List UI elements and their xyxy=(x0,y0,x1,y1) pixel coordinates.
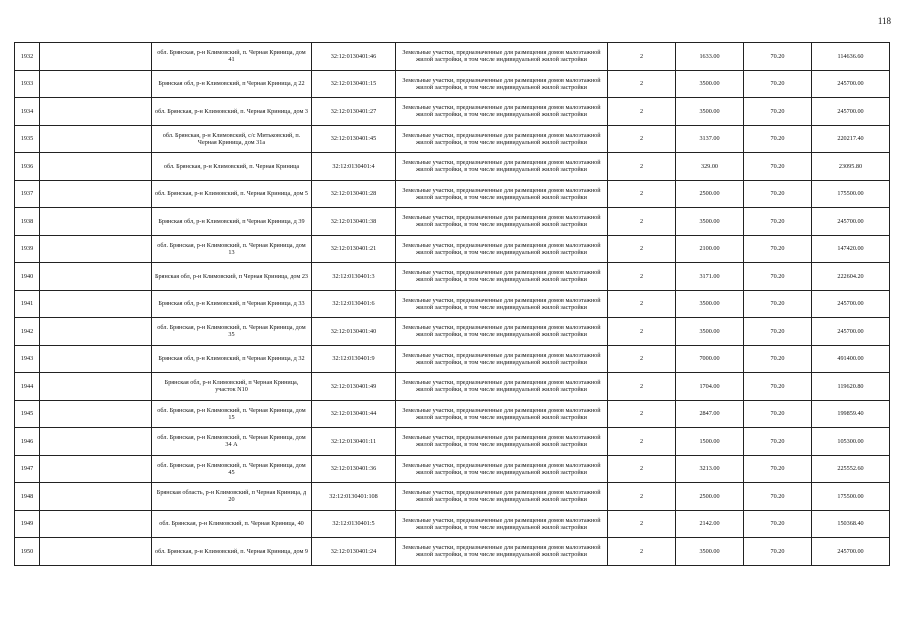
land-use-cell: Земельные участки, предназначенные для размещения домов малоэтажной жилой застройки, в том числе индивидуальной жилой застройки xyxy=(396,125,608,153)
land-use-cell: Земельные участки, предназначенные для размещения домов малоэтажной жилой застройки, в том числе индивидуальной жилой застройки xyxy=(396,318,608,346)
spacer-cell xyxy=(40,400,152,428)
rate-cell: 70.20 xyxy=(744,318,812,346)
cadastral-number-cell: 32:12:0130401:108 xyxy=(312,483,396,511)
table-row xyxy=(15,208,890,236)
table-row xyxy=(15,345,890,373)
area-cell: 2500.00 xyxy=(676,483,744,511)
spacer-cell xyxy=(40,208,152,236)
rate-cell: 70.20 xyxy=(744,538,812,566)
spacer-cell xyxy=(40,510,152,538)
value-cell: 222604.20 xyxy=(812,263,890,291)
area-cell: 329.00 xyxy=(676,153,744,181)
row-number-cell: 1944 xyxy=(15,373,40,401)
land-use-cell: Земельные участки, предназначенные для размещения домов малоэтажной жилой застройки, в том числе индивидуальной жилой застройки xyxy=(396,98,608,126)
rate-cell: 70.20 xyxy=(744,208,812,236)
row-number-cell: 1946 xyxy=(15,428,40,456)
area-cell: 3213.00 xyxy=(676,455,744,483)
value-cell: 147420.00 xyxy=(812,235,890,263)
address-cell: Брянская обл, р-н Климовский, п Черная Криница, участок N10 xyxy=(152,373,312,401)
area-cell: 1704.00 xyxy=(676,373,744,401)
spacer-cell xyxy=(40,455,152,483)
table-row xyxy=(15,510,890,538)
spacer-cell xyxy=(40,153,152,181)
rate-cell: 70.20 xyxy=(744,345,812,373)
spacer-cell xyxy=(40,70,152,98)
table-body xyxy=(15,43,890,566)
cadastral-number-cell: 32:12:0130401:9 xyxy=(312,345,396,373)
row-number-cell: 1940 xyxy=(15,263,40,291)
address-cell: обл. Брянская, р-н Климовский, п. Черная Криница, дом 41 xyxy=(152,43,312,71)
row-number-cell: 1935 xyxy=(15,125,40,153)
table-row xyxy=(15,290,890,318)
rate-cell: 70.20 xyxy=(744,400,812,428)
cadastral-number-cell: 32:12:0130401:45 xyxy=(312,125,396,153)
table-row xyxy=(15,318,890,346)
address-cell: Брянская область, р-н Климовский, п Черная Криница, д 20 xyxy=(152,483,312,511)
rate-cell: 70.20 xyxy=(744,263,812,291)
value-cell: 245700.00 xyxy=(812,70,890,98)
row-number-cell: 1937 xyxy=(15,180,40,208)
spacer-cell xyxy=(40,180,152,208)
category-cell: 2 xyxy=(608,538,676,566)
row-number-cell: 1948 xyxy=(15,483,40,511)
rate-cell: 70.20 xyxy=(744,483,812,511)
cadastral-number-cell: 32:12:0130401:4 xyxy=(312,153,396,181)
value-cell: 23095.80 xyxy=(812,153,890,181)
land-use-cell: Земельные участки, предназначенные для размещения домов малоэтажной жилой застройки, в том числе индивидуальной жилой застройки xyxy=(396,400,608,428)
table-row xyxy=(15,538,890,566)
table-row xyxy=(15,70,890,98)
land-use-cell: Земельные участки, предназначенные для размещения домов малоэтажной жилой застройки, в том числе индивидуальной жилой застройки xyxy=(396,180,608,208)
rate-cell: 70.20 xyxy=(744,373,812,401)
area-cell: 2142.00 xyxy=(676,510,744,538)
row-number-cell: 1945 xyxy=(15,400,40,428)
cadastral-number-cell: 32:12:0130401:40 xyxy=(312,318,396,346)
category-cell: 2 xyxy=(608,43,676,71)
land-use-cell: Земельные участки, предназначенные для размещения домов малоэтажной жилой застройки, в том числе индивидуальной жилой застройки xyxy=(396,345,608,373)
row-number-cell: 1939 xyxy=(15,235,40,263)
category-cell: 2 xyxy=(608,400,676,428)
category-cell: 2 xyxy=(608,98,676,126)
category-cell: 2 xyxy=(608,290,676,318)
table-row xyxy=(15,43,890,71)
spacer-cell xyxy=(40,290,152,318)
cadastral-number-cell: 32:12:0130401:36 xyxy=(312,455,396,483)
value-cell: 220217.40 xyxy=(812,125,890,153)
category-cell: 2 xyxy=(608,208,676,236)
rate-cell: 70.20 xyxy=(744,180,812,208)
spacer-cell xyxy=(40,345,152,373)
row-number-cell: 1936 xyxy=(15,153,40,181)
value-cell: 245700.00 xyxy=(812,98,890,126)
cadastral-number-cell: 32:12:0130401:46 xyxy=(312,43,396,71)
area-cell: 3500.00 xyxy=(676,208,744,236)
area-cell: 2100.00 xyxy=(676,235,744,263)
row-number-cell: 1933 xyxy=(15,70,40,98)
row-number-cell: 1947 xyxy=(15,455,40,483)
value-cell: 245700.00 xyxy=(812,538,890,566)
area-cell: 3171.00 xyxy=(676,263,744,291)
land-use-cell: Земельные участки, предназначенные для размещения домов малоэтажной жилой застройки, в том числе индивидуальной жилой застройки xyxy=(396,538,608,566)
row-number-cell: 1950 xyxy=(15,538,40,566)
land-use-cell: Земельные участки, предназначенные для размещения домов малоэтажной жилой застройки, в том числе индивидуальной жилой застройки xyxy=(396,483,608,511)
spacer-cell xyxy=(40,263,152,291)
area-cell: 3500.00 xyxy=(676,290,744,318)
area-cell: 2847.00 xyxy=(676,400,744,428)
value-cell: 225552.60 xyxy=(812,455,890,483)
category-cell: 2 xyxy=(608,70,676,98)
rate-cell: 70.20 xyxy=(744,428,812,456)
spacer-cell xyxy=(40,43,152,71)
category-cell: 2 xyxy=(608,373,676,401)
row-number-cell: 1941 xyxy=(15,290,40,318)
category-cell: 2 xyxy=(608,345,676,373)
cadastral-number-cell: 32:12:0130401:5 xyxy=(312,510,396,538)
value-cell: 150368.40 xyxy=(812,510,890,538)
address-cell: обл. Брянская, р-н Климовский, п. Черная Криница, дом 3 xyxy=(152,98,312,126)
rate-cell: 70.20 xyxy=(744,43,812,71)
land-use-cell: Земельные участки, предназначенные для размещения домов малоэтажной жилой застройки, в том числе индивидуальной жилой застройки xyxy=(396,235,608,263)
cadastral-number-cell: 32:12:0130401:38 xyxy=(312,208,396,236)
land-use-cell: Земельные участки, предназначенные для размещения домов малоэтажной жилой застройки, в том числе индивидуальной жилой застройки xyxy=(396,373,608,401)
rate-cell: 70.20 xyxy=(744,98,812,126)
land-use-cell: Земельные участки, предназначенные для размещения домов малоэтажной жилой застройки, в том числе индивидуальной жилой застройки xyxy=(396,43,608,71)
row-number-cell: 1949 xyxy=(15,510,40,538)
table-row xyxy=(15,483,890,511)
spacer-cell xyxy=(40,538,152,566)
value-cell: 245700.00 xyxy=(812,318,890,346)
area-cell: 7000.00 xyxy=(676,345,744,373)
rate-cell: 70.20 xyxy=(744,70,812,98)
cadastral-number-cell: 32:12:0130401:3 xyxy=(312,263,396,291)
address-cell: Брянская обл, р-н Климовский, п Черная Криница, д 32 xyxy=(152,345,312,373)
category-cell: 2 xyxy=(608,263,676,291)
value-cell: 245700.00 xyxy=(812,208,890,236)
category-cell: 2 xyxy=(608,125,676,153)
rate-cell: 70.20 xyxy=(744,235,812,263)
category-cell: 2 xyxy=(608,235,676,263)
table-row xyxy=(15,263,890,291)
category-cell: 2 xyxy=(608,428,676,456)
area-cell: 3500.00 xyxy=(676,98,744,126)
address-cell: Брянская обл, р-н Климовский, п Черная Криница, д 39 xyxy=(152,208,312,236)
cadastral-number-cell: 32:12:0130401:49 xyxy=(312,373,396,401)
address-cell: обл. Брянская, р-н Климовский, п. Черная Криница, 40 xyxy=(152,510,312,538)
row-number-cell: 1943 xyxy=(15,345,40,373)
land-use-cell: Земельные участки, предназначенные для размещения домов малоэтажной жилой застройки, в том числе индивидуальной жилой застройки xyxy=(396,208,608,236)
land-use-cell: Земельные участки, предназначенные для размещения домов малоэтажной жилой застройки, в том числе индивидуальной жилой застройки xyxy=(396,263,608,291)
spacer-cell xyxy=(40,235,152,263)
rate-cell: 70.20 xyxy=(744,510,812,538)
value-cell: 245700.00 xyxy=(812,290,890,318)
address-cell: обл. Брянская, р-н Климовский, п. Черная Криница, дом 13 xyxy=(152,235,312,263)
table-row xyxy=(15,373,890,401)
land-use-cell: Земельные участки, предназначенные для размещения домов малоэтажной жилой застройки, в том числе индивидуальной жилой застройки xyxy=(396,510,608,538)
land-use-cell: Земельные участки, предназначенные для размещения домов малоэтажной жилой застройки, в том числе индивидуальной жилой застройки xyxy=(396,153,608,181)
cadastral-number-cell: 32:12:0130401:44 xyxy=(312,400,396,428)
table-row xyxy=(15,455,890,483)
cadastral-number-cell: 32:12:0130401:11 xyxy=(312,428,396,456)
cadastral-number-cell: 32:12:0130401:21 xyxy=(312,235,396,263)
value-cell: 114636.60 xyxy=(812,43,890,71)
row-number-cell: 1932 xyxy=(15,43,40,71)
area-cell: 1500.00 xyxy=(676,428,744,456)
rate-cell: 70.20 xyxy=(744,455,812,483)
category-cell: 2 xyxy=(608,318,676,346)
spacer-cell xyxy=(40,318,152,346)
area-cell: 3500.00 xyxy=(676,318,744,346)
area-cell: 3500.00 xyxy=(676,70,744,98)
category-cell: 2 xyxy=(608,483,676,511)
value-cell: 175500.00 xyxy=(812,483,890,511)
land-use-cell: Земельные участки, предназначенные для размещения домов малоэтажной жилой застройки, в том числе индивидуальной жилой застройки xyxy=(396,290,608,318)
address-cell: обл. Брянская, р-н Климовский, п. Черная Криница, дом 15 xyxy=(152,400,312,428)
page-number: 118 xyxy=(877,16,891,26)
cadastral-number-cell: 32:12:0130401:27 xyxy=(312,98,396,126)
value-cell: 199859.40 xyxy=(812,400,890,428)
cadastral-number-cell: 32:12:0130401:6 xyxy=(312,290,396,318)
land-use-cell: Земельные участки, предназначенные для размещения домов малоэтажной жилой застройки, в том числе индивидуальной жилой застройки xyxy=(396,428,608,456)
spacer-cell xyxy=(40,483,152,511)
land-use-cell: Земельные участки, предназначенные для размещения домов малоэтажной жилой застройки, в том числе индивидуальной жилой застройки xyxy=(396,70,608,98)
address-cell: Брянская обл, р-н Климовский, п Черная Криница, д 33 xyxy=(152,290,312,318)
address-cell: обл. Брянская, р-н Климовский, с/с Митьковский, п. Черная Криница, дом 31а xyxy=(152,125,312,153)
table-row xyxy=(15,428,890,456)
table-row xyxy=(15,180,890,208)
cadastral-number-cell: 32:12:0130401:24 xyxy=(312,538,396,566)
value-cell: 105300.00 xyxy=(812,428,890,456)
address-cell: Брянская обл, р-н Климовский, п Черная Криница, д 22 xyxy=(152,70,312,98)
address-cell: обл. Брянская, р-н Климовский, п. Черная Криница, дом 34 А xyxy=(152,428,312,456)
area-cell: 3500.00 xyxy=(676,538,744,566)
land-use-cell: Земельные участки, предназначенные для размещения домов малоэтажной жилой застройки, в том числе индивидуальной жилой застройки xyxy=(396,455,608,483)
spacer-cell xyxy=(40,373,152,401)
category-cell: 2 xyxy=(608,153,676,181)
address-cell: обл. Брянская, р-н Климовский, п. Черная Криница, дом 35 xyxy=(152,318,312,346)
row-number-cell: 1934 xyxy=(15,98,40,126)
spacer-cell xyxy=(40,98,152,126)
table-row xyxy=(15,153,890,181)
category-cell: 2 xyxy=(608,455,676,483)
cadastral-number-cell: 32:12:0130401:15 xyxy=(312,70,396,98)
rate-cell: 70.20 xyxy=(744,153,812,181)
table-row xyxy=(15,235,890,263)
address-cell: обл. Брянская, р-н Климовский, п. Черная Криница, дом 9 xyxy=(152,538,312,566)
spacer-cell xyxy=(40,428,152,456)
category-cell: 2 xyxy=(608,180,676,208)
area-cell: 2500.00 xyxy=(676,180,744,208)
category-cell: 2 xyxy=(608,510,676,538)
address-cell: обл. Брянская, р-н Климовский, п. Черная Криница xyxy=(152,153,312,181)
address-cell: Брянская обл, р-н Климовский, п Черная Криница, дом 23 xyxy=(152,263,312,291)
row-number-cell: 1942 xyxy=(15,318,40,346)
table-row xyxy=(15,400,890,428)
rate-cell: 70.20 xyxy=(744,290,812,318)
table-row xyxy=(15,98,890,126)
rate-cell: 70.20 xyxy=(744,125,812,153)
row-number-cell: 1938 xyxy=(15,208,40,236)
value-cell: 175500.00 xyxy=(812,180,890,208)
table-row xyxy=(15,125,890,153)
land-plots-table xyxy=(14,42,890,566)
address-cell: обл. Брянская, р-н Климовский, п. Черная Криница, дом 45 xyxy=(152,455,312,483)
cadastral-number-cell: 32:12:0130401:28 xyxy=(312,180,396,208)
address-cell: обл. Брянская, р-н Климовский, п. Черная Криница, дом 5 xyxy=(152,180,312,208)
area-cell: 3137.00 xyxy=(676,125,744,153)
value-cell: 119620.80 xyxy=(812,373,890,401)
spacer-cell xyxy=(40,125,152,153)
area-cell: 1633.00 xyxy=(676,43,744,71)
value-cell: 491400.00 xyxy=(812,345,890,373)
